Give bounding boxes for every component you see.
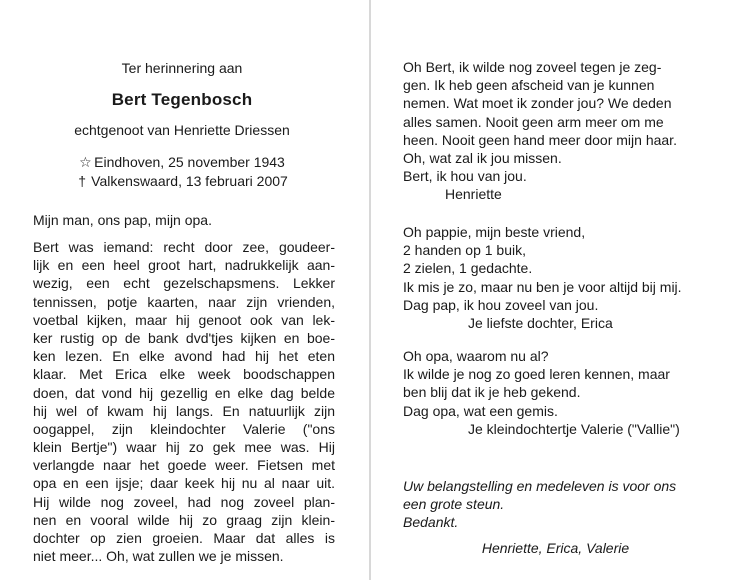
lead-line: Mijn man, ons pap, mijn opa. [33, 212, 212, 228]
poem-erica [403, 223, 708, 332]
intro-text: Ter herinnering aan [121, 60, 243, 76]
poem-line: Dag pap, ik hou zoveel van jou. [403, 296, 599, 313]
death-text: Valkenswaard, 13 februari 2007 [91, 173, 288, 189]
spouse-line: echtgenoot van Henriette Driessen [74, 122, 290, 138]
bio-line: dochter op zien groeien. Maar dat alles is [33, 530, 335, 546]
bio-line: Bert was iemand: recht door zee, goudeer- [33, 239, 335, 255]
birth-row [28, 153, 336, 172]
poem-line: Oh Bert, ik wilde nog zoveel tegen je zeg- [403, 59, 662, 75]
bio-line: klaar. Met Erica elke week boodschappen [33, 366, 335, 383]
bio-line: oogappel, zijn kleindochter Valerie ("ons [33, 420, 335, 437]
poem-line: Oh opa, waarom nu al? [403, 348, 549, 364]
bio-line: lijk en een heel groot hart, nadrukkelijk aan- [33, 257, 335, 274]
bio-line: opa en een ijsje; daar keek hij nu al naar uit. [33, 475, 335, 492]
bio-line: tennissen, potje kaarten, naar zijn vrienden, [33, 293, 335, 310]
thanks-line: Bedankt. [403, 514, 459, 531]
poem-line: nemen. Wat moet ik zonder jou? We deden [403, 95, 672, 112]
deceased-name: Bert Tegenbosch [111, 90, 253, 109]
star-icon: ☆ [79, 154, 92, 170]
birth-text: Eindhoven, 25 november 1943 [94, 154, 285, 170]
death-row [28, 172, 336, 191]
poem-line: Oh, wat zal ik jou missen. [403, 149, 562, 166]
bio-line: doen, dat vond hij gezellig en elke dag belde [33, 384, 335, 401]
poem-line: Ik wilde je nog zo goed leren kennen, maar [403, 366, 670, 383]
poem-line: alles samen. Nooit geen arm meer om me [403, 113, 664, 130]
poem-henriette [403, 58, 708, 204]
poem-line: 2 handen op 1 buik, [403, 242, 526, 259]
poem-signature: Je kleindochtertje Valerie ("Vallie") [468, 420, 680, 437]
bio-line: voetbal kijken, maar hij genoot ook van lek- [33, 311, 335, 328]
bio-line: klein Bertje") waar hij zo gek mee was. Hij [33, 439, 335, 456]
poem-signature: Henriette [445, 186, 502, 203]
cross-icon: † [78, 173, 87, 189]
poem-line: Ik mis je zo, maar nu ben je voor altijd bij mij. [403, 278, 682, 295]
bio-line: niet meer... Oh, wat zullen we je missen. [33, 548, 284, 565]
thanks-line: Uw belangstelling en medeleven is voor ons [403, 478, 677, 494]
poem-line: ben blij dat ik je heb gekend. [403, 384, 581, 401]
closing-signatures: Henriette, Erica, Valerie [481, 540, 630, 556]
poem-line: gen. Ik heb geen afscheid van je kunnen [403, 77, 655, 94]
bio-line: hij wel of kwam hij langs. En natuurlijk zijn [33, 402, 335, 419]
bio-line: ker rustig op de bank dvd'tjes kijken en boe- [33, 329, 335, 346]
poem-line: Oh pappie, mijn beste vriend, [403, 224, 586, 240]
poem-line: Bert, ik hou van jou. [403, 168, 527, 185]
life-dates [28, 153, 336, 191]
bio-line: wezig, een echt gezelschapsmens. Lekker [33, 275, 335, 292]
poem-signature: Je liefste dochter, Erica [468, 314, 613, 331]
poem-line: Dag opa, wat een gemis. [403, 402, 558, 419]
bio-line: ken lezen. En elke avond had hij het eten [33, 348, 335, 365]
bio-line: nen en vooral wilde hij zo graag zijn klein- [33, 511, 335, 528]
biography-text [33, 238, 335, 565]
poem-line: 2 zielen, 1 gedachte. [403, 260, 533, 277]
poem-valerie [403, 347, 708, 438]
bio-line: verlangde naar het goede weer. Fietsen met [33, 457, 335, 474]
thanks-text [403, 477, 708, 532]
fold-divider [369, 0, 371, 580]
poem-line: heen. Nooit geen hand meer door mijn haar. [403, 131, 677, 148]
thanks-line: een grote steun. [403, 496, 505, 513]
bio-line: Hij wilde nog zoveel, had nog zoveel plan- [33, 493, 335, 510]
